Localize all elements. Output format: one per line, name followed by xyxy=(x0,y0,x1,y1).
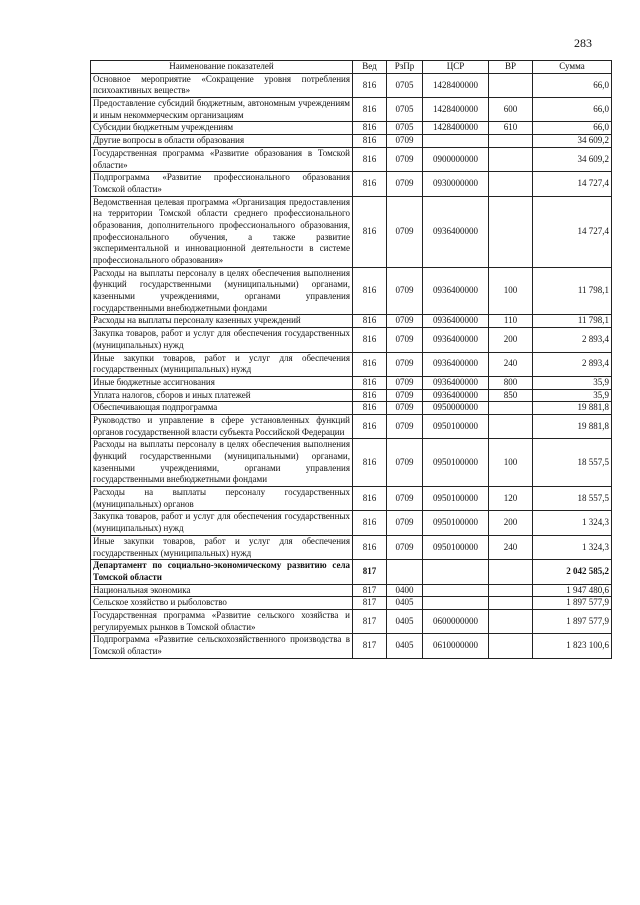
row-rzpr-cell: 0709 xyxy=(387,147,423,171)
row-name-cell: Руководство и управление в сфере установленных функций органов государственной власти субъекта Российской Федерации xyxy=(91,414,353,438)
table-row xyxy=(91,402,612,415)
row-ved-cell: 816 xyxy=(353,98,387,122)
row-ved-cell: 816 xyxy=(353,511,387,535)
row-rzpr-cell: 0709 xyxy=(387,135,423,148)
row-sum-cell: 2 042 585,2 xyxy=(533,560,612,584)
row-name-cell: Расходы на выплаты персоналу государственных (муниципальных) органов xyxy=(91,487,353,511)
table-row xyxy=(91,535,612,559)
row-rzpr-cell xyxy=(387,560,423,584)
row-csr-cell: 0936400000 xyxy=(423,389,489,402)
row-sum-cell: 2 893,4 xyxy=(533,328,612,352)
row-name-cell: Ведомственная целевая программа «Организация предоставления на территории Томской области среднего профессионального образования, дополнительного профессионального образования, профессионального обучения, а также развитие экспериментальной и инновационной деятельности в системе профессионального образования» xyxy=(91,196,353,267)
row-name-cell: Расходы на выплаты персоналу в целях обеспечения выполнения функций государственными (муниципальными) органами, казенными учреждениями, органами управления государственными внебюджетными фондами xyxy=(91,267,353,315)
row-name-cell: Национальная экономика xyxy=(91,584,353,597)
row-sum-cell: 11 798,1 xyxy=(533,315,612,328)
row-sum-cell: 14 727,4 xyxy=(533,172,612,196)
row-csr-cell: 0900000000 xyxy=(423,147,489,171)
table-row xyxy=(91,315,612,328)
row-vr-cell xyxy=(489,147,533,171)
row-name-cell: Предоставление субсидий бюджетным, автономным учреждениям и иным некоммерческим организациям xyxy=(91,98,353,122)
row-vr-cell xyxy=(489,196,533,267)
row-sum-cell: 18 557,5 xyxy=(533,439,612,487)
row-ved-cell: 816 xyxy=(353,376,387,389)
row-csr-cell: 0950100000 xyxy=(423,511,489,535)
table-row xyxy=(91,352,612,376)
row-name-cell: Департамент по социально-экономическому развитию села Томской области xyxy=(91,560,353,584)
row-name-cell: Подпрограмма «Развитие профессионального образования Томской области» xyxy=(91,172,353,196)
row-vr-cell: 240 xyxy=(489,535,533,559)
row-csr-cell: 0936400000 xyxy=(423,315,489,328)
row-csr-cell xyxy=(423,135,489,148)
row-sum-cell: 35,9 xyxy=(533,389,612,402)
row-rzpr-cell: 0709 xyxy=(387,535,423,559)
table-header-row xyxy=(91,61,612,74)
row-rzpr-cell: 0709 xyxy=(387,439,423,487)
row-csr-cell xyxy=(423,560,489,584)
row-csr-cell: 1428400000 xyxy=(423,98,489,122)
row-csr-cell: 0936400000 xyxy=(423,267,489,315)
row-name-cell: Иные закупки товаров, работ и услуг для обеспечения государственных (муниципальных) нужд xyxy=(91,352,353,376)
row-vr-cell: 100 xyxy=(489,267,533,315)
table-row xyxy=(91,560,612,584)
row-sum-cell: 1 947 480,6 xyxy=(533,584,612,597)
row-ved-cell: 816 xyxy=(353,402,387,415)
row-rzpr-cell: 0709 xyxy=(387,487,423,511)
row-vr-cell xyxy=(489,634,533,658)
row-ved-cell: 816 xyxy=(353,352,387,376)
row-rzpr-cell: 0405 xyxy=(387,634,423,658)
row-name-cell: Закупка товаров, работ и услуг для обеспечения государственных (муниципальных) нужд xyxy=(91,511,353,535)
row-sum-cell: 34 609,2 xyxy=(533,147,612,171)
table-row xyxy=(91,328,612,352)
table-row xyxy=(91,135,612,148)
row-name-cell: Уплата налогов, сборов и иных платежей xyxy=(91,389,353,402)
row-rzpr-cell: 0405 xyxy=(387,597,423,610)
row-ved-cell: 816 xyxy=(353,73,387,97)
row-ved-cell: 816 xyxy=(353,328,387,352)
row-csr-cell: 0950100000 xyxy=(423,439,489,487)
row-sum-cell: 1 897 577,9 xyxy=(533,597,612,610)
row-ved-cell: 817 xyxy=(353,597,387,610)
budget-table xyxy=(90,60,612,659)
row-rzpr-cell: 0705 xyxy=(387,98,423,122)
row-sum-cell: 19 881,8 xyxy=(533,402,612,415)
row-sum-cell: 18 557,5 xyxy=(533,487,612,511)
row-name-cell: Иные бюджетные ассигнования xyxy=(91,376,353,389)
row-name-cell: Другие вопросы в области образования xyxy=(91,135,353,148)
row-vr-cell: 850 xyxy=(489,389,533,402)
row-rzpr-cell: 0405 xyxy=(387,609,423,633)
row-rzpr-cell: 0709 xyxy=(387,315,423,328)
row-csr-cell: 0936400000 xyxy=(423,196,489,267)
row-name-cell: Иные закупки товаров, работ и услуг для обеспечения государственных (муниципальных) нужд xyxy=(91,535,353,559)
row-ved-cell: 817 xyxy=(353,609,387,633)
column-header-sum: Сумма xyxy=(533,61,612,74)
row-vr-cell xyxy=(489,584,533,597)
table-row xyxy=(91,196,612,267)
table-row xyxy=(91,511,612,535)
row-vr-cell: 200 xyxy=(489,511,533,535)
row-ved-cell: 816 xyxy=(353,389,387,402)
column-header-csr: ЦСР xyxy=(423,61,489,74)
row-rzpr-cell: 0709 xyxy=(387,511,423,535)
row-name-cell: Расходы на выплаты персоналу в целях обеспечения выполнения функций государственными (муниципальными) органами, казенными учреждениями, органами управления государственными внебюджетными фондами xyxy=(91,439,353,487)
table-row xyxy=(91,414,612,438)
table-row xyxy=(91,376,612,389)
row-vr-cell xyxy=(489,172,533,196)
table-row xyxy=(91,122,612,135)
row-rzpr-cell: 0709 xyxy=(387,267,423,315)
row-csr-cell: 1428400000 xyxy=(423,73,489,97)
row-csr-cell: 1428400000 xyxy=(423,122,489,135)
table-row xyxy=(91,597,612,610)
table-row xyxy=(91,267,612,315)
row-sum-cell: 1 897 577,9 xyxy=(533,609,612,633)
row-sum-cell: 66,0 xyxy=(533,98,612,122)
row-rzpr-cell: 0705 xyxy=(387,122,423,135)
row-vr-cell: 110 xyxy=(489,315,533,328)
row-name-cell: Расходы на выплаты персоналу казенных учреждений xyxy=(91,315,353,328)
row-vr-cell xyxy=(489,597,533,610)
page-number: 283 xyxy=(574,36,592,50)
row-name-cell: Обеспечивающая подпрограмма xyxy=(91,402,353,415)
row-vr-cell xyxy=(489,73,533,97)
row-csr-cell: 0936400000 xyxy=(423,376,489,389)
row-name-cell: Подпрограмма «Развитие сельскохозяйственного производства в Томской области» xyxy=(91,634,353,658)
row-csr-cell: 0610000000 xyxy=(423,634,489,658)
table-row xyxy=(91,487,612,511)
table-row xyxy=(91,439,612,487)
row-csr-cell: 0950100000 xyxy=(423,535,489,559)
row-vr-cell: 800 xyxy=(489,376,533,389)
row-vr-cell xyxy=(489,560,533,584)
column-header-name: Наименование показателей xyxy=(91,61,353,74)
row-vr-cell: 600 xyxy=(489,98,533,122)
row-vr-cell xyxy=(489,135,533,148)
row-vr-cell: 610 xyxy=(489,122,533,135)
row-sum-cell: 66,0 xyxy=(533,122,612,135)
row-csr-cell: 0936400000 xyxy=(423,352,489,376)
row-ved-cell: 816 xyxy=(353,439,387,487)
row-rzpr-cell: 0709 xyxy=(387,328,423,352)
row-name-cell: Основное мероприятие «Сокращение уровня потребления психоактивных веществ» xyxy=(91,73,353,97)
row-sum-cell: 1 324,3 xyxy=(533,535,612,559)
table-row xyxy=(91,389,612,402)
row-ved-cell: 816 xyxy=(353,414,387,438)
row-sum-cell: 34 609,2 xyxy=(533,135,612,148)
row-rzpr-cell: 0400 xyxy=(387,584,423,597)
row-ved-cell: 816 xyxy=(353,267,387,315)
row-sum-cell: 1 324,3 xyxy=(533,511,612,535)
row-csr-cell: 0930000000 xyxy=(423,172,489,196)
row-ved-cell: 816 xyxy=(353,196,387,267)
column-header-ved: Вед xyxy=(353,61,387,74)
row-ved-cell: 817 xyxy=(353,560,387,584)
row-csr-cell: 0600000000 xyxy=(423,609,489,633)
row-rzpr-cell: 0709 xyxy=(387,402,423,415)
row-vr-cell xyxy=(489,414,533,438)
row-name-cell: Сельское хозяйство и рыболовство xyxy=(91,597,353,610)
row-ved-cell: 817 xyxy=(353,584,387,597)
table-row xyxy=(91,147,612,171)
column-header-vr: ВР xyxy=(489,61,533,74)
row-ved-cell: 816 xyxy=(353,147,387,171)
row-rzpr-cell: 0709 xyxy=(387,172,423,196)
table-row xyxy=(91,98,612,122)
table-row xyxy=(91,609,612,633)
row-ved-cell: 816 xyxy=(353,135,387,148)
row-vr-cell: 240 xyxy=(489,352,533,376)
row-vr-cell: 200 xyxy=(489,328,533,352)
row-vr-cell: 100 xyxy=(489,439,533,487)
table-row xyxy=(91,584,612,597)
row-sum-cell: 2 893,4 xyxy=(533,352,612,376)
row-csr-cell: 0950000000 xyxy=(423,402,489,415)
row-csr-cell: 0936400000 xyxy=(423,328,489,352)
row-sum-cell: 11 798,1 xyxy=(533,267,612,315)
row-sum-cell: 14 727,4 xyxy=(533,196,612,267)
row-ved-cell: 816 xyxy=(353,535,387,559)
table-row xyxy=(91,73,612,97)
row-name-cell: Государственная программа «Развитие образования в Томской области» xyxy=(91,147,353,171)
row-rzpr-cell: 0709 xyxy=(387,414,423,438)
row-rzpr-cell: 0709 xyxy=(387,376,423,389)
row-name-cell: Закупка товаров, работ и услуг для обеспечения государственных (муниципальных) нужд xyxy=(91,328,353,352)
row-name-cell: Субсидии бюджетным учреждениям xyxy=(91,122,353,135)
row-ved-cell: 816 xyxy=(353,172,387,196)
row-ved-cell: 816 xyxy=(353,315,387,328)
row-ved-cell: 816 xyxy=(353,487,387,511)
row-vr-cell xyxy=(489,609,533,633)
row-sum-cell: 35,9 xyxy=(533,376,612,389)
row-csr-cell xyxy=(423,584,489,597)
row-sum-cell: 19 881,8 xyxy=(533,414,612,438)
row-ved-cell: 816 xyxy=(353,122,387,135)
row-csr-cell xyxy=(423,597,489,610)
row-rzpr-cell: 0705 xyxy=(387,73,423,97)
row-name-cell: Государственная программа «Развитие сельского хозяйства и регулируемых рынков в Томской области» xyxy=(91,609,353,633)
row-vr-cell: 120 xyxy=(489,487,533,511)
table-row xyxy=(91,172,612,196)
row-rzpr-cell: 0709 xyxy=(387,389,423,402)
row-vr-cell xyxy=(489,402,533,415)
row-rzpr-cell: 0709 xyxy=(387,196,423,267)
column-header-rzpr: РзПр xyxy=(387,61,423,74)
row-rzpr-cell: 0709 xyxy=(387,352,423,376)
row-sum-cell: 66,0 xyxy=(533,73,612,97)
row-sum-cell: 1 823 100,6 xyxy=(533,634,612,658)
row-ved-cell: 817 xyxy=(353,634,387,658)
row-csr-cell: 0950100000 xyxy=(423,414,489,438)
row-csr-cell: 0950100000 xyxy=(423,487,489,511)
table-row xyxy=(91,634,612,658)
